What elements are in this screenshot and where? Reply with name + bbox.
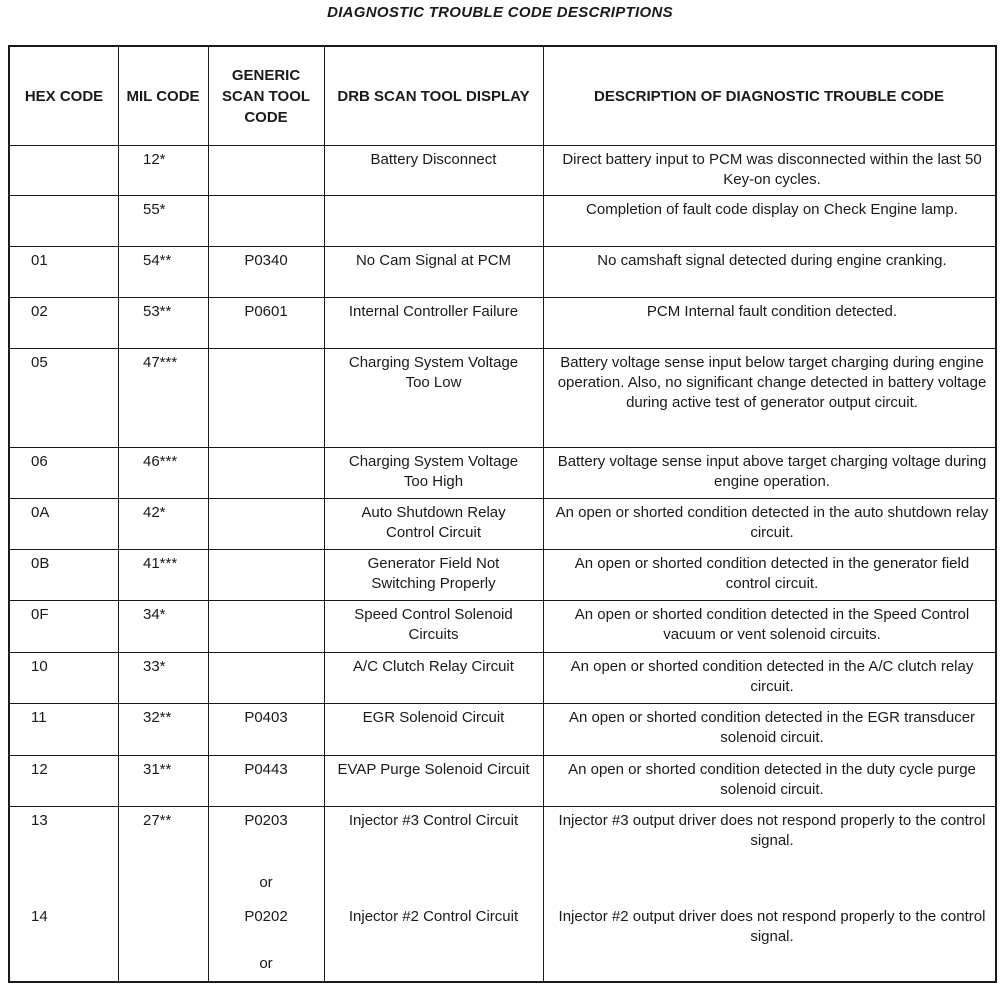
description-cell: Injector #3 output driver does not respond properly to the control signal. bbox=[558, 812, 986, 849]
hex-code-cell: 05 bbox=[31, 354, 48, 371]
description-cell: Direct battery input to PCM was disconnected within the last 50 Key-on cycles. bbox=[562, 151, 982, 188]
mil-code-cell: 31** bbox=[143, 761, 172, 778]
mil-code-cell: 12* bbox=[143, 151, 166, 168]
mil-code-cell: 55* bbox=[143, 201, 166, 218]
page-title: DIAGNOSTIC TROUBLE CODE DESCRIPTIONS bbox=[327, 4, 673, 21]
generic-code-cell bbox=[208, 145, 324, 195]
description-cell: PCM Internal fault condition detected. bbox=[646, 303, 898, 320]
dtc-table bbox=[8, 45, 997, 983]
hex-code-cell: 12 bbox=[31, 761, 48, 778]
header-mil-code: MIL CODE bbox=[126, 87, 200, 105]
hex-code-cell: 06 bbox=[31, 453, 48, 470]
mil-code-cell: 42* bbox=[143, 504, 166, 521]
mil-code-cell: 32** bbox=[143, 709, 172, 726]
description-cell: An open or shorted condition detected in the Speed Control vacuum or vent solenoid circuits. bbox=[574, 606, 970, 643]
header-drb-scan-tool-display: DRB SCAN TOOL DISPLAY bbox=[337, 87, 530, 105]
description-cell: Battery voltage sense input above target charging voltage during engine operation. bbox=[557, 453, 987, 490]
generic-code-cell: P0601 bbox=[244, 303, 288, 320]
hex-code-cell: 0F bbox=[31, 606, 49, 623]
drb-display-cell: Generator Field Not Switching Properly bbox=[367, 555, 500, 592]
hex-code-cell: 13 bbox=[31, 812, 48, 829]
drb-display-cell: Charging System Voltage Too High bbox=[348, 453, 519, 490]
description-cell: Battery voltage sense input below target charging during engine operation. Also, no significant change detected in battery voltage during active test of generator output circuit. bbox=[557, 354, 987, 411]
or-label: or bbox=[259, 874, 273, 891]
hex-code-cell: 0B bbox=[31, 555, 50, 572]
or-label: or bbox=[259, 955, 273, 972]
hex-code-cell bbox=[10, 145, 118, 195]
header-description: DESCRIPTION OF DIAGNOSTIC TROUBLE CODE bbox=[593, 87, 944, 105]
hex-code-cell: 02 bbox=[31, 303, 48, 320]
hex-code-cell: 10 bbox=[31, 658, 48, 675]
mil-code-cell: 41*** bbox=[143, 555, 178, 572]
hex-code-cell: 11 bbox=[31, 709, 47, 726]
generic-code-cell bbox=[208, 600, 324, 652]
description-cell: An open or shorted condition detected in the auto shutdown relay circuit. bbox=[555, 504, 989, 541]
drb-display-cell: Injector #3 Control Circuit bbox=[348, 812, 519, 829]
drb-display-cell: Speed Control Solenoid Circuits bbox=[354, 606, 513, 643]
drb-display-cell: Charging System Voltage Too Low bbox=[348, 354, 519, 391]
description-cell: Completion of fault code display on Check Engine lamp. bbox=[586, 201, 958, 218]
generic-code-cell bbox=[208, 348, 324, 447]
drb-display-cell: Injector #2 Control Circuit bbox=[348, 908, 519, 925]
hex-code-cell bbox=[10, 195, 118, 246]
column-divider bbox=[543, 47, 544, 981]
drb-display-cell: A/C Clutch Relay Circuit bbox=[353, 658, 514, 675]
mil-code-cell: 47*** bbox=[143, 354, 178, 371]
hex-code-cell: 0A bbox=[31, 504, 50, 521]
hex-code-cell: 01 bbox=[31, 252, 48, 269]
generic-code-cell: P0443 bbox=[244, 761, 288, 778]
drb-display-cell: Auto Shutdown Relay Control Circuit bbox=[361, 504, 506, 541]
generic-code-cell: P0403 bbox=[244, 709, 288, 726]
mil-code-cell: 53** bbox=[143, 303, 172, 320]
generic-code-cell bbox=[208, 195, 324, 246]
mil-code-cell: 46*** bbox=[143, 453, 178, 470]
drb-display-cell: Internal Controller Failure bbox=[348, 303, 519, 320]
generic-code-cell bbox=[208, 549, 324, 600]
description-cell: Injector #2 output driver does not respond properly to the control signal. bbox=[558, 908, 986, 945]
description-cell: An open or shorted condition detected in the EGR transducer solenoid circuit. bbox=[568, 709, 976, 746]
drb-display-cell bbox=[330, 195, 537, 246]
header-generic-scan-tool-code: GENERIC SCAN TOOL CODE bbox=[221, 66, 311, 126]
generic-code-cell bbox=[208, 652, 324, 703]
drb-display-cell: No Cam Signal at PCM bbox=[355, 252, 512, 269]
column-divider bbox=[324, 47, 325, 981]
header-hex-code: HEX CODE bbox=[24, 87, 104, 105]
description-cell: An open or shorted condition detected in the generator field control circuit. bbox=[574, 555, 970, 592]
generic-code-cell: P0203 bbox=[244, 812, 288, 829]
drb-display-cell: EGR Solenoid Circuit bbox=[362, 709, 505, 726]
mil-code-cell: 33* bbox=[143, 658, 166, 675]
description-cell: An open or shorted condition detected in the duty cycle purge solenoid circuit. bbox=[568, 761, 976, 798]
generic-code-cell: P0202 bbox=[244, 908, 288, 925]
description-cell: An open or shorted condition detected in the A/C clutch relay circuit. bbox=[570, 658, 974, 695]
mil-code-cell: 27** bbox=[143, 812, 172, 829]
drb-display-cell: EVAP Purge Solenoid Circuit bbox=[337, 761, 530, 778]
mil-code-cell: 34* bbox=[143, 606, 166, 623]
generic-code-cell: P0340 bbox=[244, 252, 288, 269]
hex-code-cell: 14 bbox=[31, 908, 48, 925]
description-cell: No camshaft signal detected during engine cranking. bbox=[597, 252, 947, 269]
mil-code-cell: 54** bbox=[143, 252, 172, 269]
generic-code-cell bbox=[208, 447, 324, 498]
drb-display-cell: Battery Disconnect bbox=[370, 151, 497, 168]
generic-code-cell bbox=[208, 498, 324, 549]
